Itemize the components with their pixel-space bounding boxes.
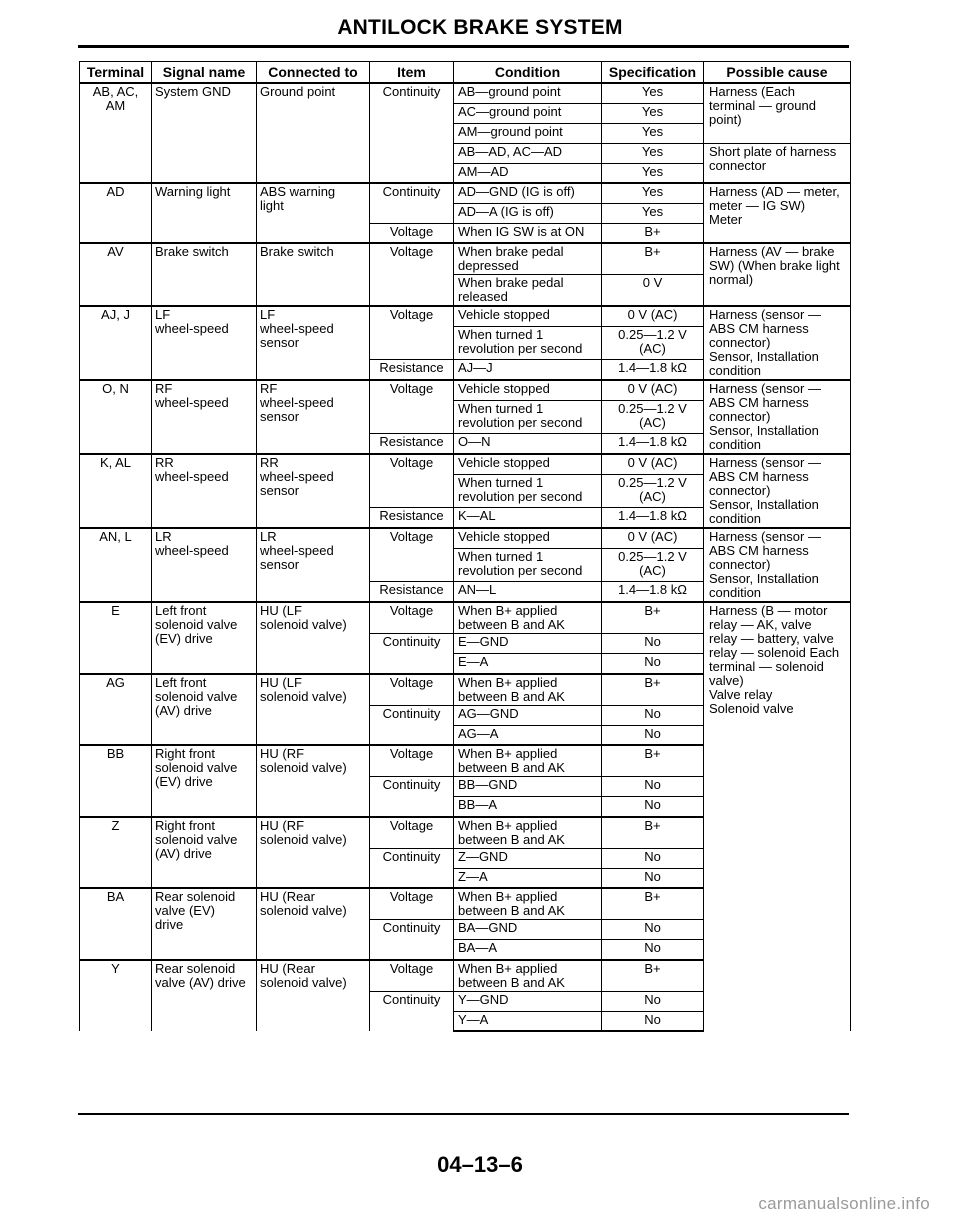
terminal-cell: AG [80, 674, 152, 746]
spec-cell: 0 V (AC) [602, 306, 704, 327]
connected-cell: HU (RF solenoid valve) [257, 745, 370, 817]
spec-cell: No [602, 777, 704, 797]
connected-cell: ABS warning light [257, 183, 370, 243]
cause-cell: Harness (sensor — ABS CM harness connector) Sensor, Installation condition [704, 306, 851, 380]
item-cell: Voltage [370, 960, 454, 992]
spec-cell: B+ [602, 243, 704, 275]
spec-cell: 1.4—1.8 kΩ [602, 507, 704, 528]
condition-cell: AC—ground point [454, 103, 602, 123]
connected-cell: Ground point [257, 83, 370, 183]
spec-cell: No [602, 1011, 704, 1031]
spec-cell: Yes [602, 143, 704, 163]
table-row [80, 380, 851, 401]
condition-cell: Y—A [454, 1011, 602, 1031]
item-cell: Continuity [370, 634, 454, 674]
spec-cell: No [602, 634, 704, 654]
condition-cell: When B+ applied between B and AK [454, 602, 602, 634]
cause-cell: Harness (AD — meter, meter — IG SW) Meter [704, 183, 851, 243]
condition-cell: BA—A [454, 940, 602, 960]
table-row [80, 243, 851, 275]
spec-cell: B+ [602, 602, 704, 634]
spec-cell: B+ [602, 674, 704, 706]
header-condition: Condition [454, 62, 602, 84]
condition-cell: E—A [454, 654, 602, 674]
signal-cell: RR wheel-speed [152, 454, 257, 528]
item-cell: Voltage [370, 602, 454, 634]
spec-cell: 0 V (AC) [602, 454, 704, 475]
connected-cell: HU (Rear solenoid valve) [257, 960, 370, 1032]
header-terminal: Terminal [80, 62, 152, 84]
condition-cell: K—AL [454, 507, 602, 528]
condition-cell: BA—GND [454, 920, 602, 940]
condition-cell: Vehicle stopped [454, 306, 602, 327]
condition-cell: When B+ applied between B and AK [454, 674, 602, 706]
table-row [80, 602, 851, 634]
terminal-cell: AB, AC, AM [80, 83, 152, 183]
item-cell: Resistance [370, 507, 454, 528]
signal-cell: LR wheel-speed [152, 528, 257, 602]
item-cell: Resistance [370, 581, 454, 602]
header-connected-to: Connected to [257, 62, 370, 84]
condition-cell: When turned 1 revolution per second [454, 401, 602, 433]
connected-cell: LF wheel-speed sensor [257, 306, 370, 380]
condition-cell: AD—GND (IG is off) [454, 183, 602, 203]
signal-cell: Right front solenoid valve (EV) drive [152, 745, 257, 817]
item-cell: Continuity [370, 705, 454, 745]
terminal-cell: BA [80, 888, 152, 960]
connected-cell: HU (LF solenoid valve) [257, 674, 370, 746]
spec-cell: No [602, 920, 704, 940]
condition-cell: O—N [454, 433, 602, 454]
terminal-cell: E [80, 602, 152, 674]
condition-cell: Y—GND [454, 991, 602, 1011]
condition-cell: Vehicle stopped [454, 380, 602, 401]
item-cell: Voltage [370, 888, 454, 920]
inspection-table [79, 61, 851, 1032]
table-row [80, 306, 851, 327]
header-item: Item [370, 62, 454, 84]
spec-cell: B+ [602, 745, 704, 777]
terminal-cell: O, N [80, 380, 152, 454]
item-cell: Continuity [370, 183, 454, 223]
spec-cell: B+ [602, 960, 704, 992]
cause-cell: Short plate of harness connector [704, 143, 851, 183]
cause-cell: Harness (sensor — ABS CM harness connector) Sensor, Installation condition [704, 380, 851, 454]
spec-cell: 0.25—1.2 V (AC) [602, 549, 704, 581]
terminal-cell: K, AL [80, 454, 152, 528]
signal-cell: Right front solenoid valve (AV) drive [152, 817, 257, 889]
condition-cell: AD—A (IG is off) [454, 203, 602, 223]
cause-cell: Harness (B — motor relay — AK, valve relay — battery, valve relay — solenoid Each terminal — solenoid valve) Valve relay Solenoid valve [704, 602, 851, 1031]
header-possible-cause: Possible cause [704, 62, 851, 84]
header-specification: Specification [602, 62, 704, 84]
page-title: ANTILOCK BRAKE SYSTEM [337, 16, 623, 39]
condition-cell: When B+ applied between B and AK [454, 817, 602, 849]
item-cell: Continuity [370, 920, 454, 960]
terminal-cell: AV [80, 243, 152, 306]
item-cell: Continuity [370, 83, 454, 183]
item-cell: Continuity [370, 848, 454, 888]
spec-cell: Yes [602, 163, 704, 183]
signal-cell: LF wheel-speed [152, 306, 257, 380]
condition-cell: AJ—J [454, 359, 602, 380]
condition-cell: AM—ground point [454, 123, 602, 143]
condition-cell: BB—GND [454, 777, 602, 797]
spec-cell: 0.25—1.2 V (AC) [602, 401, 704, 433]
signal-cell: Brake switch [152, 243, 257, 306]
item-cell: Voltage [370, 454, 454, 507]
condition-cell: When B+ applied between B and AK [454, 745, 602, 777]
connected-cell: RF wheel-speed sensor [257, 380, 370, 454]
terminal-cell: AN, L [80, 528, 152, 602]
condition-cell: AN—L [454, 581, 602, 602]
cause-cell: Harness (sensor — ABS CM harness connector) Sensor, Installation condition [704, 454, 851, 528]
spec-cell: 0.25—1.2 V (AC) [602, 327, 704, 359]
spec-cell: 0 V [602, 275, 704, 307]
spec-cell: Yes [602, 203, 704, 223]
condition-cell: AG—A [454, 725, 602, 745]
condition-cell: When IG SW is at ON [454, 223, 602, 243]
item-cell: Voltage [370, 745, 454, 777]
terminal-cell: Z [80, 817, 152, 889]
signal-cell: RF wheel-speed [152, 380, 257, 454]
signal-cell: Warning light [152, 183, 257, 243]
condition-cell: Vehicle stopped [454, 528, 602, 549]
spec-cell: 1.4—1.8 kΩ [602, 581, 704, 602]
condition-cell: When turned 1 revolution per second [454, 327, 602, 359]
condition-cell: When brake pedal released [454, 275, 602, 307]
condition-cell: When B+ applied between B and AK [454, 960, 602, 992]
condition-cell: AM—AD [454, 163, 602, 183]
condition-cell: Z—GND [454, 848, 602, 868]
condition-cell: When brake pedal depressed [454, 243, 602, 275]
connected-cell: HU (Rear solenoid valve) [257, 888, 370, 960]
item-cell: Voltage [370, 223, 454, 243]
spec-cell: B+ [602, 223, 704, 243]
spec-cell: 0 V (AC) [602, 528, 704, 549]
spec-cell: Yes [602, 103, 704, 123]
connected-cell: LR wheel-speed sensor [257, 528, 370, 602]
header-signal-name: Signal name [152, 62, 257, 84]
terminal-cell: AD [80, 183, 152, 243]
signal-cell: Left front solenoid valve (EV) drive [152, 602, 257, 674]
table-row [80, 454, 851, 475]
item-cell: Voltage [370, 380, 454, 433]
item-cell: Resistance [370, 359, 454, 380]
table-row [80, 183, 851, 203]
item-cell: Voltage [370, 243, 454, 306]
spec-cell: No [602, 868, 704, 888]
terminal-cell: AJ, J [80, 306, 152, 380]
terminal-cell: BB [80, 745, 152, 817]
cause-cell: Harness (Each terminal — ground point) [704, 83, 851, 143]
spec-cell: No [602, 991, 704, 1011]
spec-cell: Yes [602, 123, 704, 143]
spec-cell: 0 V (AC) [602, 380, 704, 401]
spec-cell: No [602, 705, 704, 725]
spec-cell: 0.25—1.2 V (AC) [602, 475, 704, 507]
cause-cell: Harness (AV — brake SW) (When brake light normal) [704, 243, 851, 306]
spec-cell: No [602, 797, 704, 817]
signal-cell: System GND [152, 83, 257, 183]
spec-cell: B+ [602, 817, 704, 849]
condition-cell: Z—A [454, 868, 602, 888]
item-cell: Voltage [370, 528, 454, 581]
signal-cell: Left front solenoid valve (AV) drive [152, 674, 257, 746]
item-cell: Voltage [370, 306, 454, 359]
signal-cell: Rear solenoid valve (AV) drive [152, 960, 257, 1032]
item-cell: Voltage [370, 817, 454, 849]
bottom-rule [78, 1113, 849, 1115]
spec-cell: Yes [602, 83, 704, 103]
condition-cell: AB—AD, AC—AD [454, 143, 602, 163]
condition-cell: E—GND [454, 634, 602, 654]
spec-cell: No [602, 940, 704, 960]
condition-cell: AG—GND [454, 705, 602, 725]
spec-cell: No [602, 848, 704, 868]
connected-cell: HU (LF solenoid valve) [257, 602, 370, 674]
cause-cell: Harness (sensor — ABS CM harness connector) Sensor, Installation condition [704, 528, 851, 602]
condition-cell: When turned 1 revolution per second [454, 549, 602, 581]
item-cell: Voltage [370, 674, 454, 706]
condition-cell: BB—A [454, 797, 602, 817]
signal-cell: Rear solenoid valve (EV) drive [152, 888, 257, 960]
item-cell: Continuity [370, 777, 454, 817]
spec-cell: Yes [602, 183, 704, 203]
connected-cell: RR wheel-speed sensor [257, 454, 370, 528]
connected-cell: HU (RF solenoid valve) [257, 817, 370, 889]
condition-cell: AB—ground point [454, 83, 602, 103]
item-cell: Resistance [370, 433, 454, 454]
watermark: carmanualsonline.info [758, 1194, 930, 1213]
connected-cell: Brake switch [257, 243, 370, 306]
condition-cell: When B+ applied between B and AK [454, 888, 602, 920]
spec-cell: B+ [602, 888, 704, 920]
table-row [80, 83, 851, 103]
terminal-cell: Y [80, 960, 152, 1032]
condition-cell: When turned 1 revolution per second [454, 475, 602, 507]
spec-cell: 1.4—1.8 kΩ [602, 359, 704, 380]
spec-cell: No [602, 725, 704, 745]
table-header-row [80, 62, 851, 84]
condition-cell: Vehicle stopped [454, 454, 602, 475]
spec-cell: 1.4—1.8 kΩ [602, 433, 704, 454]
title-rule [78, 45, 849, 48]
item-cell: Continuity [370, 991, 454, 1031]
spec-cell: No [602, 654, 704, 674]
page-number: 04–13–6 [437, 1152, 523, 1177]
table-row [80, 528, 851, 549]
